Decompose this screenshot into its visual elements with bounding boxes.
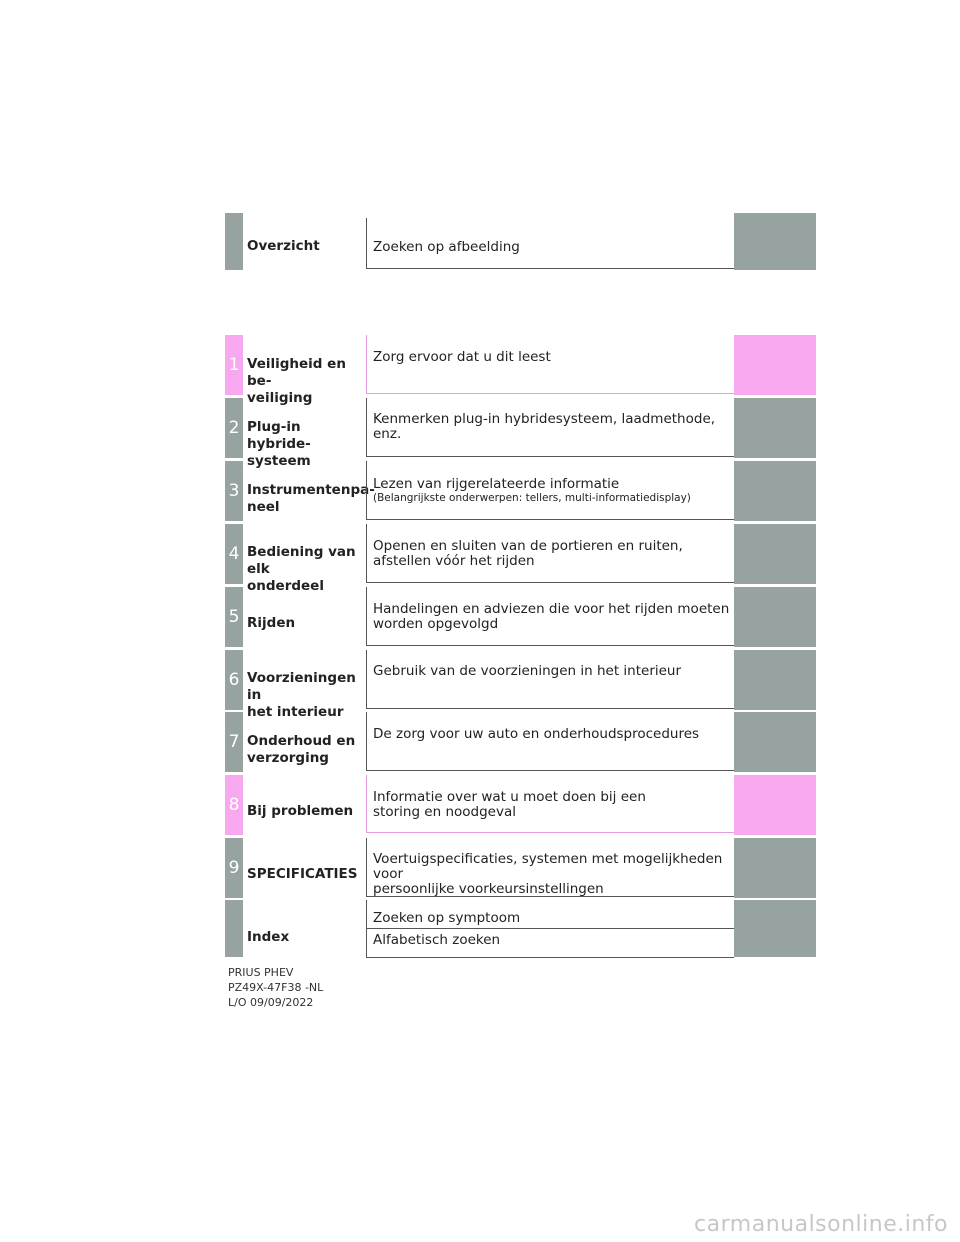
chapter-title-8: Bij problemen: [247, 803, 354, 819]
chapter-title-6: Voorzieningen in het interieur: [247, 670, 356, 720]
chapter-desc-1[interactable]: [366, 335, 734, 394]
chapter-tab-7: [225, 712, 243, 772]
chapter-tab-8: [225, 775, 243, 835]
chapter-number-3: 3: [228, 481, 240, 501]
chapter-thumb-8[interactable]: [734, 775, 816, 835]
chapter-desc-line2-9: persoonlijke voorkeursinstellingen: [373, 881, 604, 897]
chapter-desc-4[interactable]: [366, 524, 734, 583]
chapter-row-9[interactable]: [225, 838, 816, 898]
overview-desc[interactable]: [366, 218, 734, 269]
chapter-title-4: Bediening van elk onderdeel: [247, 544, 356, 594]
chapter-desc-5[interactable]: [366, 587, 734, 646]
chapter-row-7[interactable]: [225, 712, 816, 772]
chapter-title-1: Veiligheid en be- veiliging: [247, 356, 346, 406]
chapter-tab-6: [225, 650, 243, 710]
chapter-desc-line2-8: storing en noodgeval: [373, 804, 516, 820]
chapter-number-9: 9: [228, 858, 240, 878]
chapter-title-2: Plug-in hybride- systeem: [247, 419, 311, 469]
chapter-desc-line2-4: afstellen vóór het rijden: [373, 553, 535, 569]
watermark-text: carmanualsonline.info: [694, 1212, 948, 1237]
overview-thumb-tab[interactable]: [734, 213, 816, 270]
overview-row[interactable]: [225, 213, 816, 270]
chapter-row-2[interactable]: [225, 398, 816, 469]
chapter-number-5: 5: [228, 607, 240, 627]
chapter-title-5: Rijden: [247, 615, 296, 631]
chapter-row-6[interactable]: [225, 650, 816, 720]
chapter-desc-line1-6: Gebruik van de voorzieningen in het interieur: [373, 663, 682, 679]
chapter-row-5[interactable]: [225, 587, 816, 647]
index-row[interactable]: [225, 900, 816, 957]
chapter-tab-3: [225, 461, 243, 521]
chapter-desc-line2-5: worden opgevolgd: [373, 616, 499, 632]
chapter-desc-line1-3: Lezen van rijgerelateerde informatie: [373, 476, 620, 492]
chapter-thumb-4[interactable]: [734, 524, 816, 584]
chapter-title-3: Instrumentenpa- neel: [247, 482, 375, 515]
index-alphabetical-link: Alfabetisch zoeken: [373, 932, 501, 948]
chapter-desc-line1-1: Zorg ervoor dat u dit leest: [373, 349, 551, 365]
chapter-number-4: 4: [228, 544, 240, 564]
chapter-number-8: 8: [228, 795, 240, 815]
chapter-thumb-3[interactable]: [734, 461, 816, 521]
index-symptom-link: Zoeken op symptoom: [373, 910, 521, 926]
chapter-title-9: SPECIFICATIES: [247, 866, 358, 882]
index-thumb-tab[interactable]: [734, 900, 816, 957]
chapter-desc-line1-9: Voertuigspecificaties, systemen met mogelijkheden voor: [373, 851, 723, 882]
chapter-desc-line1-4: Openen en sluiten van de portieren en ruiten,: [373, 538, 683, 554]
chapter-desc-2[interactable]: [366, 398, 734, 457]
chapter-desc-6[interactable]: [366, 650, 734, 709]
chapter-tab-1: [225, 335, 243, 395]
chapter-desc-3[interactable]: [366, 461, 734, 520]
overview-desc-text: Zoeken op afbeelding: [373, 239, 520, 255]
overview-tab: [225, 213, 243, 270]
chapter-desc-8[interactable]: [366, 775, 734, 833]
chapter-number-1: 1: [228, 355, 240, 375]
chapter-desc-line1-7: De zorg voor uw auto en onderhoudsprocedures: [373, 726, 700, 742]
chapter-number-2: 2: [228, 418, 240, 438]
chapter-title-7: Onderhoud en verzorging: [247, 733, 356, 766]
chapter-tab-9: [225, 838, 243, 898]
chapter-thumb-2[interactable]: [734, 398, 816, 458]
chapter-row-4[interactable]: [225, 524, 816, 594]
overview-title: Overzicht: [247, 238, 320, 254]
chapter-desc-line1-2: Kenmerken plug-in hybridesysteem, laadmethode, enz.: [373, 411, 716, 442]
chapter-desc-9[interactable]: [366, 838, 734, 897]
chapter-tab-5: [225, 587, 243, 647]
chapter-desc-7[interactable]: [366, 712, 734, 771]
footer-code: PZ49X-47F38 -NL: [228, 981, 324, 994]
chapter-thumb-7[interactable]: [734, 712, 816, 772]
chapter-tab-2: [225, 398, 243, 458]
chapter-row-8[interactable]: [225, 775, 816, 835]
footer-model: PRIUS PHEV: [228, 966, 294, 979]
document-footer: [228, 965, 323, 1010]
chapter-desc-line1-8: Informatie over wat u moet doen bij een: [373, 789, 646, 805]
chapter-row-1[interactable]: [225, 335, 816, 406]
chapter-thumb-1[interactable]: [734, 335, 816, 395]
chapter-desc-sub-3: (Belangrijkste onderwerpen: tellers, multi-informatiedisplay): [373, 492, 691, 504]
chapter-tab-4: [225, 524, 243, 584]
footer-date: L/O 09/09/2022: [228, 996, 314, 1009]
chapter-row-3[interactable]: [225, 461, 816, 521]
index-tab: [225, 900, 243, 957]
chapter-thumb-5[interactable]: [734, 587, 816, 647]
chapter-thumb-9[interactable]: [734, 838, 816, 898]
chapter-number-6: 6: [228, 670, 240, 690]
chapter-desc-line1-5: Handelingen en adviezen die voor het rijden moeten: [373, 601, 730, 617]
chapter-thumb-6[interactable]: [734, 650, 816, 710]
index-desc-alphabetical[interactable]: [366, 929, 734, 958]
chapter-number-7: 7: [228, 732, 240, 752]
index-desc-symptom[interactable]: [366, 900, 734, 929]
index-title: Index: [247, 929, 290, 945]
